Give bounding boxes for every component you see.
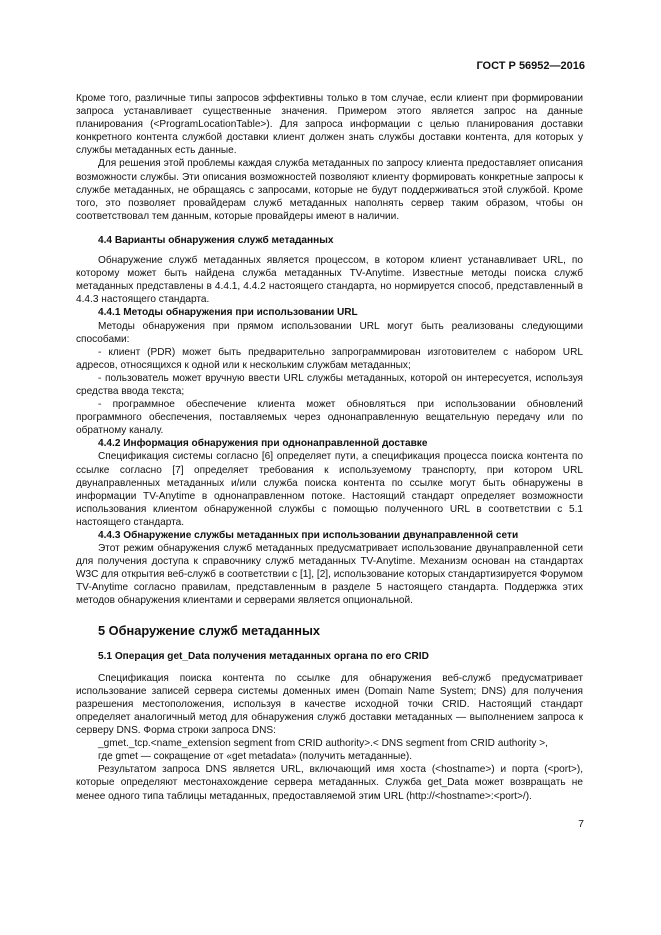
page-number: 7 (578, 818, 584, 830)
document-body (76, 92, 583, 803)
section-heading-4-4-2: 4.4.2 Информация обнаружения при однонаправленной доставке (98, 438, 428, 450)
section-heading-5-1: 5.1 Операция get_Data получения метаданных органа по его CRID (98, 650, 429, 662)
section-heading-4-4-3: 4.4.3 Обнаружение службы метаданных при использовании двунаправленной сети (98, 530, 519, 541)
dns-query-string: _gmet._tcp.<name_extension segment from CRID authority>.< DNS segment from CRID authority >, (98, 738, 548, 750)
paragraph: Кроме того, различные типы запросов эффективны только в том случае, если клиент при формировании запроса устанавливает существенные значения. Примером этого является запрос на данные планирования (<ProgramLocationTable>). Для запроса информации с целью планирования доставки конкретного контента службой доставки клиент должен знать службы доставки контента, для которых у службы метаданных есть данные. (76, 93, 583, 157)
paragraph: Спецификация системы согласно [6] определяет пути, а спецификация процесса поиска контента по ссылке согласно [7] определяет требования к используемому транспорту, при котором URL двунаправленных метаданных и/или служба поиска контента по ссылке могут быть обнаружены в информации TV-Anytime в однонаправленном потоке. Настоящий стандарт определяет возможности использования клиентом обнаруженной службы с помощью полученного URL в соответствии с 5.1 настоящего стандарта. (76, 451, 583, 528)
paragraph: Для решения этой проблемы каждая служба метаданных по запросу клиента предоставляет описания возможности службы. Эти описания возможностей позволяют клиенту формировать конкретные запросы к службе метаданных, не обращаясь с запросами, которые не будут поддерживаться этой службой. Кроме того, это позволяет провайдерам служб метаданных наполнять сервер таким образом, чтобы он соответствовал тем данным, которые провайдеры имеют в наличии. (76, 158, 583, 222)
list-item: - программное обеспечение клиента может обновляться при использовании обновлений программного обеспечения, поставляемых через однонаправленную вещательную передачу или по обратному каналу. (76, 399, 583, 437)
chapter-heading-5: 5 Обнаружение служб метаданных (98, 622, 321, 638)
paragraph: Обнаружение служб метаданных является процессом, в котором клиент устанавливает URL, по которому может быть найдена служба метаданных TV-Anytime. Известные методы поиска служб метаданных представлены в 4.4.1, 4.4.2 настоящего стандарта, но нормируется способ, представленный в 4.4.3 настоящего стандарта. (76, 255, 583, 306)
section-heading-4-4: 4.4 Варианты обнаружения служб метаданных (98, 234, 334, 246)
definition-note: где gmet — сокращение от «get metadata» (получить метаданные). (98, 751, 413, 763)
list-item: - клиент (PDR) может быть предварительно запрограммирован изготовителем с набором URL адресов, относящихся к одной или к нескольким службам метаданных; (76, 346, 583, 371)
paragraph: Методы обнаружения при прямом использовании URL могут быть реализованы следующими способами: (76, 320, 583, 345)
paragraph: Этот режим обнаружения служб метаданных предусматривает использование двунаправленной сети для получения доступа к справочнику служб метаданных TV-Anytime. Механизм основан на стандартах W3C для открытия веб-служб в соответствии с [1], [2], использование которых стандартизируется Форумом TV-Anytime согласно правилам, представленным в разделе 5 настоящего стандарта. Поддержка этих методов обнаружения клиентами и серверами является опциональной. (76, 543, 583, 607)
paragraph: Результатом запроса DNS является URL, включающий имя хоста (<hostname>) и порта (<port>), которые определяют местонахождение сервера метаданных. Служба get_Data может возвращать не менее одного типа таблицы метаданных, предоставляемой этим URL (http://<hostname>:<port>/). (76, 764, 583, 802)
list-item: - пользователь может вручную ввести URL службы метаданных, которой он интересуется, используя средства ввода текста; (76, 372, 583, 397)
paragraph: Спецификация поиска контента по ссылке для обнаружения веб-служб предусматривает использование записей сервера системы доменных имен (Domain Name System; DNS) для получения разрешения местоположения, используя в качестве исходной точки CRID. Настоящий стандарт определяет аналогичный метод для обнаружения служб доставки метаданных — выполнением запроса к серверу DNS. Форма строки запроса DNS: (76, 672, 583, 737)
standard-number: ГОСТ Р 56952—2016 (476, 60, 585, 72)
section-heading-4-4-1: 4.4.1 Методы обнаружения при использовании URL (98, 307, 358, 319)
